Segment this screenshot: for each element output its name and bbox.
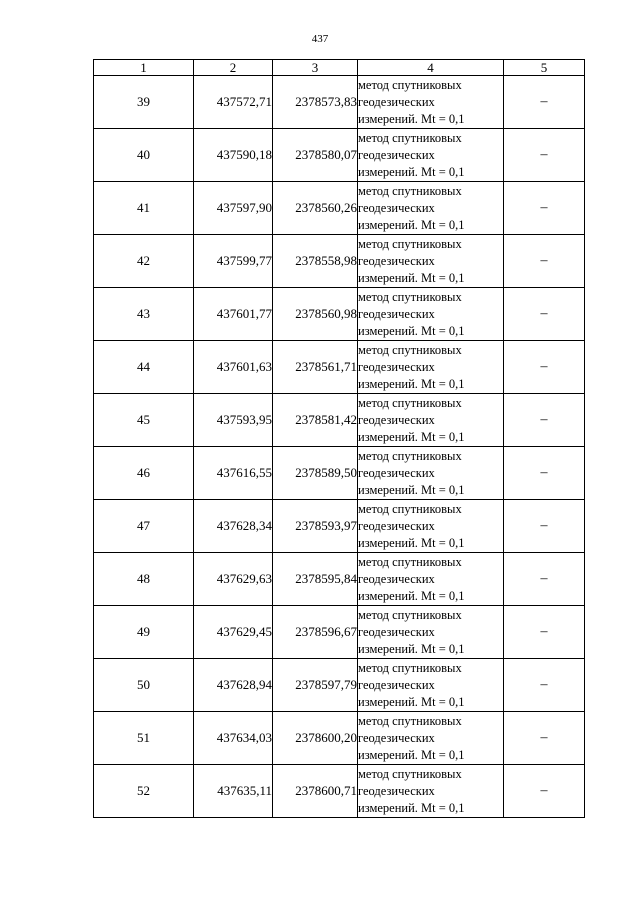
x-coordinate-cell: 437593,95 — [194, 394, 273, 447]
note-cell: – — [504, 659, 585, 712]
point-number-cell: 48 — [94, 553, 194, 606]
method-line: метод спутниковых — [358, 607, 462, 622]
note-cell: – — [504, 394, 585, 447]
table-header-row — [94, 60, 585, 76]
method-line: измерений. Mt = 0,1 — [358, 429, 465, 444]
coordinates-table — [93, 59, 585, 818]
method-line: геодезических — [358, 147, 435, 162]
method-line: геодезических — [358, 412, 435, 427]
y-coordinate-cell: 2378596,67 — [273, 606, 358, 659]
method-cell — [358, 712, 504, 765]
method-cell — [358, 500, 504, 553]
method-cell — [358, 129, 504, 182]
x-coordinate-cell: 437634,03 — [194, 712, 273, 765]
y-coordinate-cell: 2378560,26 — [273, 182, 358, 235]
method-line: геодезических — [358, 677, 435, 692]
x-coordinate-cell: 437572,71 — [194, 76, 273, 129]
x-coordinate-cell: 437629,45 — [194, 606, 273, 659]
method-cell — [358, 394, 504, 447]
table-row — [94, 553, 585, 606]
method-line: геодезических — [358, 783, 435, 798]
method-line: измерений. Mt = 0,1 — [358, 323, 465, 338]
note-cell: – — [504, 447, 585, 500]
table-row — [94, 182, 585, 235]
note-cell: – — [504, 765, 585, 818]
note-cell: – — [504, 606, 585, 659]
x-coordinate-cell: 437635,11 — [194, 765, 273, 818]
note-cell: – — [504, 182, 585, 235]
x-coordinate-cell: 437601,77 — [194, 288, 273, 341]
table-row — [94, 606, 585, 659]
method-line: измерений. Mt = 0,1 — [358, 588, 465, 603]
x-coordinate-cell: 437628,94 — [194, 659, 273, 712]
x-coordinate-cell: 437599,77 — [194, 235, 273, 288]
note-cell: – — [504, 288, 585, 341]
table-body — [94, 76, 585, 818]
point-number-cell: 44 — [94, 341, 194, 394]
table-row — [94, 659, 585, 712]
method-line: метод спутниковых — [358, 713, 462, 728]
method-line: измерений. Mt = 0,1 — [358, 270, 465, 285]
column-header-5: 5 — [504, 60, 585, 76]
y-coordinate-cell: 2378600,20 — [273, 712, 358, 765]
y-coordinate-cell: 2378600,71 — [273, 765, 358, 818]
x-coordinate-cell: 437629,63 — [194, 553, 273, 606]
method-cell — [358, 447, 504, 500]
method-line: измерений. Mt = 0,1 — [358, 535, 465, 550]
y-coordinate-cell: 2378595,84 — [273, 553, 358, 606]
y-coordinate-cell: 2378581,42 — [273, 394, 358, 447]
method-line: геодезических — [358, 306, 435, 321]
y-coordinate-cell: 2378558,98 — [273, 235, 358, 288]
y-coordinate-cell: 2378597,79 — [273, 659, 358, 712]
method-line: метод спутниковых — [358, 289, 462, 304]
method-line: измерений. Mt = 0,1 — [358, 694, 465, 709]
method-cell — [358, 659, 504, 712]
table-row — [94, 235, 585, 288]
method-cell — [358, 76, 504, 129]
method-line: измерений. Mt = 0,1 — [358, 482, 465, 497]
note-cell: – — [504, 129, 585, 182]
method-cell — [358, 235, 504, 288]
column-header-2: 2 — [194, 60, 273, 76]
point-number-cell: 45 — [94, 394, 194, 447]
method-cell — [358, 288, 504, 341]
point-number-cell: 41 — [94, 182, 194, 235]
method-line: метод спутниковых — [358, 183, 462, 198]
point-number-cell: 47 — [94, 500, 194, 553]
method-line: геодезических — [358, 94, 435, 109]
method-line: метод спутниковых — [358, 77, 462, 92]
method-line: измерений. Mt = 0,1 — [358, 217, 465, 232]
method-line: метод спутниковых — [358, 342, 462, 357]
column-header-3: 3 — [273, 60, 358, 76]
column-header-4: 4 — [358, 60, 504, 76]
method-line: измерений. Mt = 0,1 — [358, 164, 465, 179]
method-line: измерений. Mt = 0,1 — [358, 747, 465, 762]
point-number-cell: 40 — [94, 129, 194, 182]
table-row — [94, 129, 585, 182]
method-line: геодезических — [358, 730, 435, 745]
method-line: геодезических — [358, 359, 435, 374]
table-row — [94, 76, 585, 129]
y-coordinate-cell: 2378593,97 — [273, 500, 358, 553]
method-line: метод спутниковых — [358, 660, 462, 675]
method-line: геодезических — [358, 465, 435, 480]
y-coordinate-cell: 2378561,71 — [273, 341, 358, 394]
method-line: измерений. Mt = 0,1 — [358, 111, 465, 126]
method-line: метод спутниковых — [358, 236, 462, 251]
x-coordinate-cell: 437616,55 — [194, 447, 273, 500]
x-coordinate-cell: 437590,18 — [194, 129, 273, 182]
method-line: геодезических — [358, 253, 435, 268]
table-row — [94, 288, 585, 341]
method-line: измерений. Mt = 0,1 — [358, 641, 465, 656]
point-number-cell: 52 — [94, 765, 194, 818]
method-line: геодезических — [358, 200, 435, 215]
table-row — [94, 765, 585, 818]
method-line: измерений. Mt = 0,1 — [358, 800, 465, 815]
x-coordinate-cell: 437597,90 — [194, 182, 273, 235]
method-line: геодезических — [358, 571, 435, 586]
note-cell: – — [504, 341, 585, 394]
method-line: геодезических — [358, 624, 435, 639]
y-coordinate-cell: 2378580,07 — [273, 129, 358, 182]
note-cell: – — [504, 553, 585, 606]
column-header-1: 1 — [94, 60, 194, 76]
method-line: метод спутниковых — [358, 130, 462, 145]
table-row — [94, 712, 585, 765]
method-cell — [358, 606, 504, 659]
method-line: измерений. Mt = 0,1 — [358, 376, 465, 391]
method-line: метод спутниковых — [358, 448, 462, 463]
point-number-cell: 43 — [94, 288, 194, 341]
page-number: 437 — [311, 33, 329, 45]
method-line: метод спутниковых — [358, 554, 462, 569]
y-coordinate-cell: 2378560,98 — [273, 288, 358, 341]
note-cell: – — [504, 76, 585, 129]
x-coordinate-cell: 437601,63 — [194, 341, 273, 394]
method-cell — [358, 765, 504, 818]
point-number-cell: 42 — [94, 235, 194, 288]
x-coordinate-cell: 437628,34 — [194, 500, 273, 553]
point-number-cell: 46 — [94, 447, 194, 500]
point-number-cell: 39 — [94, 76, 194, 129]
y-coordinate-cell: 2378573,83 — [273, 76, 358, 129]
note-cell: – — [504, 235, 585, 288]
table-row — [94, 341, 585, 394]
method-line: метод спутниковых — [358, 501, 462, 516]
table-row — [94, 500, 585, 553]
table-row — [94, 447, 585, 500]
point-number-cell: 49 — [94, 606, 194, 659]
method-cell — [358, 553, 504, 606]
point-number-cell: 51 — [94, 712, 194, 765]
note-cell: – — [504, 712, 585, 765]
table-row — [94, 394, 585, 447]
method-line: геодезических — [358, 518, 435, 533]
method-line: метод спутниковых — [358, 766, 462, 781]
method-cell — [358, 182, 504, 235]
y-coordinate-cell: 2378589,50 — [273, 447, 358, 500]
note-cell: – — [504, 500, 585, 553]
method-cell — [358, 341, 504, 394]
point-number-cell: 50 — [94, 659, 194, 712]
method-line: метод спутниковых — [358, 395, 462, 410]
